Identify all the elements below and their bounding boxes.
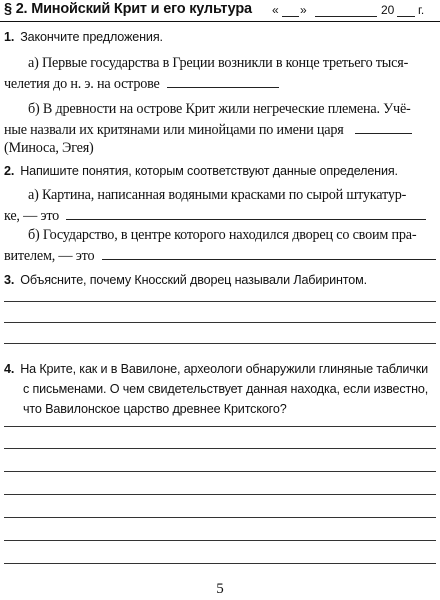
task-2-text: Напишите понятия, которым соответствуют данные определения. <box>20 164 398 178</box>
task-1b-line-1: б) В древности на острове Крит жили негреческие племена. Учё- <box>28 101 411 117</box>
task-3-prompt <box>4 273 367 287</box>
task-4-text-line-1: На Крите, как и в Вавилоне, археологи обнаружили глиняные таблички <box>20 362 428 376</box>
task-4-answer-line[interactable] <box>4 471 436 472</box>
date-close-quote: » <box>300 3 307 17</box>
task-2a-line-1: а) Картина, написанная водяными красками по сырой штукатур- <box>28 187 407 203</box>
task-3-answer-line[interactable] <box>4 343 436 344</box>
task-1b-line-2 <box>4 121 412 139</box>
task-2b-line-2 <box>4 247 436 265</box>
task-1a-line-2 <box>4 75 279 93</box>
task-4-text-line-3: что Вавилонское царство древнее Критского? <box>23 402 287 416</box>
task-4-text-line-2: с письменами. О чем свидетельствует данная находка, если известно, <box>23 382 429 396</box>
task-1b-answer-blank[interactable] <box>355 121 412 134</box>
task-2-prompt <box>4 164 398 178</box>
task-2a-line-2 <box>4 207 426 225</box>
task-1a-answer-blank[interactable] <box>167 75 279 88</box>
page-title: § 2. Минойский Крит и его культура <box>4 1 252 17</box>
task-3-answer-line[interactable] <box>4 301 436 302</box>
task-1-text: Закончите предложения. <box>20 30 163 44</box>
header-divider <box>0 21 440 22</box>
task-4-answer-line[interactable] <box>4 448 436 449</box>
date-day-blank <box>282 16 299 17</box>
task-2a-answer-blank[interactable] <box>66 207 426 220</box>
date-month-blank <box>315 16 377 17</box>
task-1b-text: ные назвали их критянами или минойцами по имени царя <box>4 122 344 138</box>
task-2-number: 2. <box>4 164 15 178</box>
task-4-answer-line[interactable] <box>4 517 436 518</box>
task-2b-text: вителем, — это <box>4 248 95 264</box>
task-3-number: 3. <box>4 273 15 287</box>
task-3-text: Объясните, почему Кносский дворец называли Лабиринтом. <box>20 273 367 287</box>
task-3-answer-line[interactable] <box>4 322 436 323</box>
task-1b-line-3: (Миноса, Эгея) <box>4 140 94 156</box>
task-1-number: 1. <box>4 30 15 44</box>
task-4-prompt <box>4 359 428 419</box>
task-4-number: 4. <box>4 362 15 376</box>
task-4-answer-line[interactable] <box>4 563 436 564</box>
task-1a-line-1: а) Первые государства в Греции возникли в конце третьего тыся- <box>28 55 409 71</box>
task-1-prompt <box>4 30 163 44</box>
task-2b-line-1: б) Государство, в центре которого находился дворец со своим пра- <box>28 227 417 243</box>
date-open-quote: « <box>272 3 279 17</box>
page-number: 5 <box>216 581 224 597</box>
task-1a-text: челетия до н. э. на острове <box>4 76 160 92</box>
task-4-answer-line[interactable] <box>4 540 436 541</box>
task-4-answer-line[interactable] <box>4 494 436 495</box>
date-year-blank <box>397 16 415 17</box>
task-2b-answer-blank[interactable] <box>102 247 436 260</box>
task-4-answer-line[interactable] <box>4 426 436 427</box>
task-2a-text: ке, — это <box>4 208 60 224</box>
date-year-prefix: 20 <box>381 3 395 17</box>
date-year-suffix: г. <box>418 3 425 17</box>
